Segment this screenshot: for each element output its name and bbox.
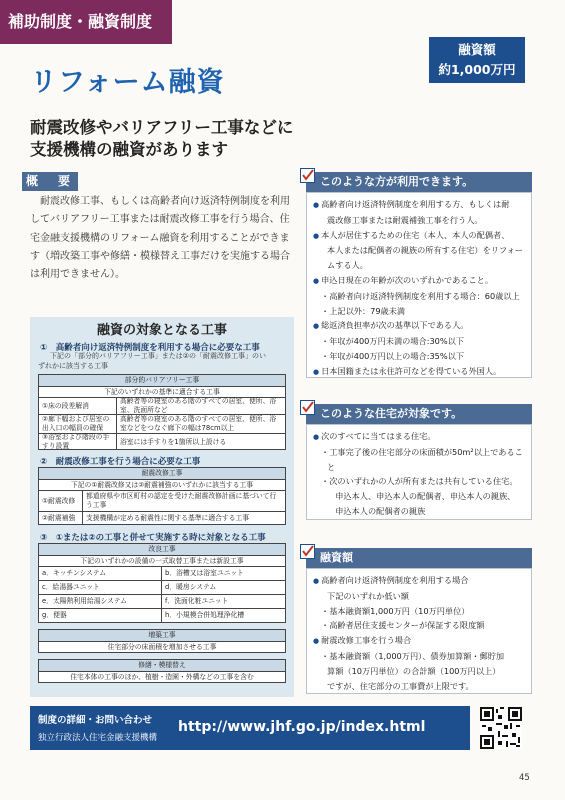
seismic-table (38, 467, 286, 525)
table-row: ③浴室および階段の手すり設置 浴室には手すりを1箇所以上設ける (39, 433, 285, 450)
lead-line-1: 耐震改修やバリアフリー工事などに (30, 118, 294, 137)
list-item: ・ 上記以外：79歳未満 (313, 304, 525, 319)
qr-code-icon[interactable] (480, 707, 522, 749)
eligible-homes-title: このような住宅が対象です。 (320, 407, 463, 420)
table-row: ①床の段差解消 高齢者等の寝室のある階のすべての居室、便所、浴室、洗面所など (39, 397, 285, 414)
list-item: 申込本人の配偶者の親族 (327, 505, 426, 516)
loan-amount-title: 融資額 (320, 551, 353, 564)
table-row: ①耐震改修 都道府県や市区町村の認定を受けた耐震改修計画に基づいて行う工事 (39, 490, 285, 511)
section-2-title: ② 耐震改修工事を行う場合に必要な工事 (40, 457, 201, 467)
list-item: ● 申込日現在の年齢が次のいずれかであること。 (313, 273, 525, 289)
eligible-people-header (306, 172, 532, 192)
table-row: ②廊下幅および居室の出入口の幅員の確保 高齢者等の寝室のある階のすべての居室、便所、浴室などをつなぐ廊下の幅は78cm以上 (39, 414, 285, 433)
list-item: 下記のいずれか低い額 (327, 590, 409, 601)
extension-table (38, 629, 286, 653)
list-item: 算額（10万円単位）の合計額（100万円以上） (327, 665, 501, 676)
loan-targets-panel (30, 317, 294, 697)
checkmark-icon (300, 544, 315, 559)
list-item: 本人または配偶者の親族の所有する住宅）をリフォー (327, 245, 524, 256)
list-item: ● 高齢者向け返済特例制度を利用する方、もしくは耐 (313, 197, 525, 213)
loan-amount-header (306, 548, 532, 568)
list-item: ● 総返済負担率が次の基準以下である人。 (313, 318, 525, 334)
eligible-people-title: このような方が利用できます。 (320, 175, 474, 188)
list-item: ● 本人が居住するための住宅（本人、本人の配偶者、 (313, 228, 525, 244)
loan-amount-badge (429, 37, 525, 83)
section-3-title: ③ ①または②の工事と併せて実施する時に対象となる工事 (40, 533, 266, 543)
page-number: 45 (519, 773, 530, 783)
loan-targets-title: 融資の対象となる工事 (96, 323, 227, 338)
list-item: と (327, 461, 336, 472)
overview-label: 概 要 (22, 172, 78, 191)
contact-url-link[interactable]: http://www.jhf.go.jp/index.html (178, 719, 426, 735)
checkmark-icon (300, 168, 315, 183)
eligible-homes-box (306, 424, 532, 520)
table-row: 住宅部分の床面積を増加させる工事 (39, 641, 285, 652)
table-subheader: 下記のいずれかの設備の一式取替工事または新設工事 (39, 555, 285, 566)
improvement-table (38, 543, 286, 623)
section-1-title: ① 高齢者向け返済特例制度を利用する場合に必要な工事 (40, 343, 260, 353)
list-item: ですが、住宅部分の工事費が上限です。 (327, 680, 474, 691)
list-item: ・ 基本融資額（1,000万円）、債券加算額・郵貯加 (313, 649, 525, 664)
table-header: 改良工事 (39, 544, 285, 555)
list-item: ・ 年収が400万円未満の場合:30%以下 (313, 334, 525, 349)
list-item: ・ 工事完了後の住宅部分の床面積が50m²以上であるこ (313, 445, 525, 460)
table-header: 修繕・模様替え (39, 660, 285, 671)
section-1-note-1: 下記の「部分的バリアフリー工事」または②の「耐震改修工事」のい (50, 352, 266, 360)
loan-amount-badge-label: 融資額 (458, 42, 496, 57)
table-row: c．給湯器ユニット d．暖房システム (39, 580, 285, 594)
eligible-people-box (306, 192, 532, 378)
table-row: a．キッチンシステム b．浴槽又は浴室ユニット (39, 566, 285, 580)
lead-line-2: 支援機構の融資があります (30, 140, 228, 159)
table-row: ②耐震補強 支援機構が定める耐震性に関する基準に適合する工事 (39, 511, 285, 525)
list-item: 申込本人、申込本人の配偶者、申込本人の親族、 (327, 491, 516, 502)
table-header: 増築工事 (39, 630, 285, 641)
table-subheader: 下記の①耐震改修又は②耐震補強のいずれかに該当する工事 (39, 479, 285, 490)
table-header: 耐震改修工事 (39, 468, 285, 479)
loan-amount-badge-value: 約1,000万円 (438, 62, 516, 77)
page-title: リフォーム融資 (30, 67, 225, 98)
list-item: ● 耐震改修工事を行う場合 (313, 633, 525, 649)
list-item: ● 高齢者向け返済特例制度を利用する場合 (313, 573, 525, 589)
contact-organization: 独立行政法人住宅金融支援機構 (38, 733, 158, 743)
list-item: 震改修工事または耐震補強工事を行う人。 (327, 214, 483, 225)
checkmark-icon (300, 400, 315, 415)
lead-text (30, 117, 330, 161)
table-row: g．便器 h．小規模合併処理浄化槽 (39, 608, 285, 622)
table-subheader: 下記のいずれかの基準に適合する工事 (39, 386, 285, 397)
table-row: 住宅本体の工事のほか、植樹・造園・外構などの工事を含む (39, 671, 285, 682)
list-item: ・ 基本融資額1,000万円（10万円単位） (313, 604, 525, 619)
list-item: ● 日本国籍または永住許可などを得ている外国人。 (313, 364, 525, 380)
list-item: ・ 年収が400万円以上の場合:35%以下 (313, 349, 525, 364)
contact-bar (30, 706, 470, 750)
list-item: ・ 次のいずれかの人が所有または共有している住宅。 (313, 474, 525, 489)
list-item: ・ 高齢者向け返済特例制度を利用する場合：60歳以上 (313, 289, 525, 304)
eligible-homes-header (306, 404, 532, 424)
list-item: ・ 高齢者居住支援センターが保証する限度額 (313, 618, 525, 633)
repair-table (38, 659, 286, 683)
list-item: ムする人。 (327, 260, 368, 271)
loan-amount-box (306, 568, 532, 694)
section-1-note-2: ずれかに該当する工事 (38, 362, 108, 370)
overview-text: 耐震改修工事、もしくは高齢者向け返済特例制度を利用してバリアフリー工事または耐震改修工事を行う場合、住宅金融支援機構のリフォーム融資を利用することができます（増改築工事や修繕・模様替え工事だけを実施する場合は利用できません）。 (30, 196, 290, 281)
table-header: 部分的バリアフリー工事 (39, 375, 285, 386)
barrier-free-table (38, 374, 286, 450)
contact-title: 制度の詳細・お問い合わせ (38, 715, 153, 726)
category-banner: 補助制度・融資制度 (0, 0, 172, 44)
table-row: e．太陽熱利用給湯システム f．洗面化粧ユニット (39, 594, 285, 608)
list-item: ● 次のすべてに当てはまる住宅。 (313, 429, 525, 445)
